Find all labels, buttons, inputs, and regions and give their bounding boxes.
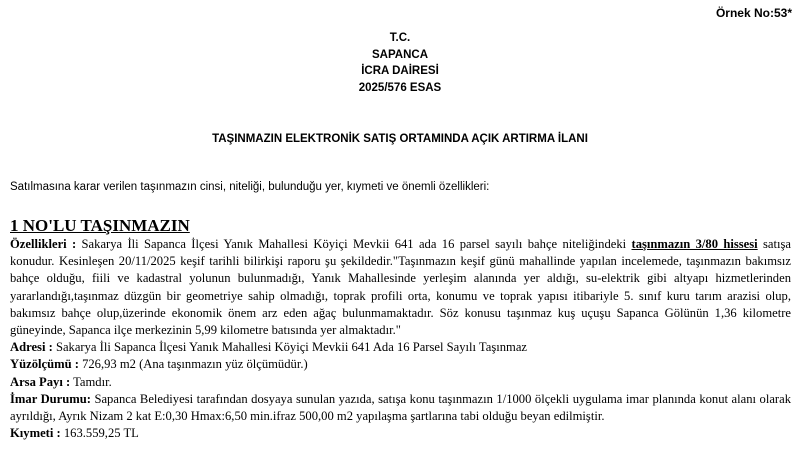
features-text-after: satışa konudur. Kesinleşen 20/11/2025 keşif tarihli bilirkişi raporu şu şekildedir."Taşınmazın keşif günü mahallinde yapılan incelemede, taşınmazın bakımsız bahçe olduğu, fiili ve kadastral yolunun bulunmadığı, Yanık Mahallesinde yerleşim alanında yer aldığı, su-elektrik gibi altyapı hizmetlerinden yararlandığı,taşınmaz düzgün bir geometriye sahip olmadığı, toprak profili orta, konumu ve toprak yapısı itibariyle 5. sınıf kuru tarım arazisi olup, bakımsız bahçe olup,üzerinde ekonomik önem arz eden ağaç bulunmamaktadır. Söz konusu taşınmaz kuş uçuşu Sapanca Gölünün 1,36 kilometre güneyinde, Sapanca ilçe merkezinin 5,99 kilometre batısında yer almaktadır." (10, 237, 792, 338)
share-highlight: taşınmazın 3/80 hissesi (631, 237, 758, 251)
header-country: T.C. (389, 32, 411, 44)
zoning-label: İmar Durumu: (10, 391, 91, 406)
header-file-no: 2025/576 ESAS (358, 81, 442, 94)
value-amount: 163.559,25 TL (60, 426, 139, 441)
area-label: Yüzölçümü : (10, 357, 79, 372)
intro-text: Satılmasına karar verilen taşınmazın cinsi, niteliği, bulunduğu yer, kıymeti ve önemli özellikleri: (10, 181, 490, 193)
address-label: Adresi : (10, 340, 53, 355)
zoning-paragraph (10, 391, 791, 425)
features-paragraph (10, 236, 791, 339)
header-office: İCRA DAİRESİ (361, 65, 439, 77)
zoning-value: Sapanca Belediyesi tarafından dosyaya sunulan yazıda, satışa konu taşınmazın 1/1000 ölçekli uygulama imar planında konut alanı olarak ayrıldığı, Ayrık Nizam 2 kat E:0,30 Hmax:6,50 min.ifraz 500,00 m2 yapılaşma şartlarına tabi olduğu beyan edilmiştir. (10, 391, 791, 424)
property-heading: 1 NO'LU TAŞINMAZIN (10, 216, 190, 235)
share-label: Arsa Payı : (10, 374, 71, 389)
features-text-before: Sakarya İli Sapanca İlçesi Yanık Mahallesi Köyiçi Mevkii 641 ada 16 parsel sayılı bahçe niteliğindeki (76, 237, 632, 251)
form-number: Örnek No:53* (715, 6, 792, 20)
share-value: Tamdır. (70, 374, 112, 389)
area-paragraph (10, 356, 791, 373)
document-header (0, 30, 800, 96)
features-label: Özellikleri : (10, 237, 77, 251)
value-label: Kıymeti : (10, 426, 61, 441)
area-value: 726,93 m2 (Ana taşınmazın yüz ölçümüdür.) (78, 357, 308, 372)
address-value: Sakarya İli Sapanca İlçesi Yanık Mahallesi Köyiçi Mevkii 641 Ada 16 Parsel Sayılı Taşınmaz (52, 340, 528, 355)
share-paragraph (10, 374, 791, 391)
address-paragraph (10, 339, 791, 356)
property-details (10, 236, 791, 442)
value-paragraph (10, 425, 791, 442)
document-title: TAŞINMAZIN ELEKTRONİK SATIŞ ORTAMINDA AÇIK ARTIRMA İLANI (212, 133, 588, 145)
header-city: SAPANCA (371, 48, 428, 61)
